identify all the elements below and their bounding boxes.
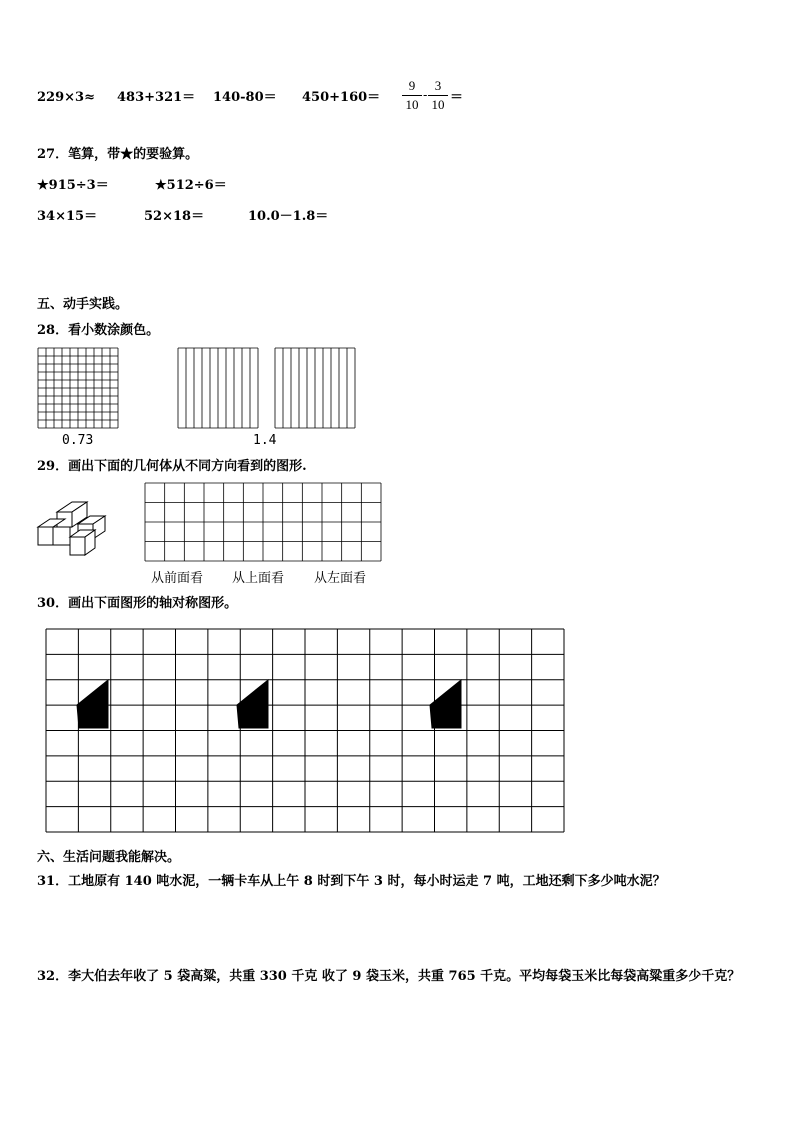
tenths-grid-1[interactable] xyxy=(178,348,258,428)
trapezoid-shape-1 xyxy=(77,680,108,728)
trapezoid-shape-2 xyxy=(237,680,268,728)
fraction-denominator: 10 xyxy=(431,97,445,112)
q28-title: 28．看小数涂颜色。 xyxy=(37,323,160,338)
fraction-denominator: 10 xyxy=(405,97,419,112)
expr-229x3: 229×3≈ xyxy=(37,90,95,105)
expr-450+160: 450+160＝ xyxy=(302,90,381,105)
section6-heading: 六、生活问题我能解决。 xyxy=(37,850,181,865)
q27-expr-34x15: 34×15＝ xyxy=(37,209,98,224)
q30-title: 30．画出下面图形的轴对称图形。 xyxy=(37,596,238,611)
q32-text: 32．李大伯去年收了 5 袋高粱，共重 330 千克 收了 9 袋玉米，共重 765 千克。平均每袋玉米比每袋高粱重多少千克？ xyxy=(37,969,741,984)
trapezoid-shapes xyxy=(77,680,461,728)
q31-text: 31．工地原有 140 吨水泥，一辆卡车从上午 8 时到下午 3 时，每小时运走 7 吨，工地还剩下多少吨水泥？ xyxy=(37,874,666,889)
q28-label-0.73: 0.73 xyxy=(62,433,94,448)
hundred-grid[interactable] xyxy=(38,348,118,428)
minus-sign: - xyxy=(423,88,428,103)
expr-483+321: 483+321＝ xyxy=(117,90,196,105)
q27-expr-512div6: ★512÷6＝ xyxy=(155,178,227,193)
equals-sign: ＝ xyxy=(450,90,464,105)
q27-expr-10.0-1.8: 10.0－1.8＝ xyxy=(248,209,329,224)
q27-title: 27．笔算，带★的要验算。 xyxy=(37,147,199,162)
q27-expr-52x18: 52×18＝ xyxy=(144,209,205,224)
fraction-numerator: 3 xyxy=(434,78,442,93)
symmetry-grid[interactable] xyxy=(46,629,564,832)
q29-view-top: 从上面看 xyxy=(232,571,285,586)
section5-heading: 五、动手实践。 xyxy=(37,297,129,312)
q28-label-1.4: 1.4 xyxy=(253,433,277,448)
fraction-numerator: 9 xyxy=(408,78,416,93)
q27-expr-915div3: ★915÷3＝ xyxy=(37,178,109,193)
expr-140-80: 140-80＝ xyxy=(213,90,277,105)
tenths-grid-2[interactable] xyxy=(275,348,355,428)
q29-view-front: 从前面看 xyxy=(151,571,204,586)
view-drawing-grid[interactable] xyxy=(145,483,381,561)
q29-title: 29．画出下面的几何体从不同方向看到的图形. xyxy=(37,459,307,474)
q29-view-left: 从左面看 xyxy=(314,571,367,586)
cube-solid-figure xyxy=(38,502,105,555)
